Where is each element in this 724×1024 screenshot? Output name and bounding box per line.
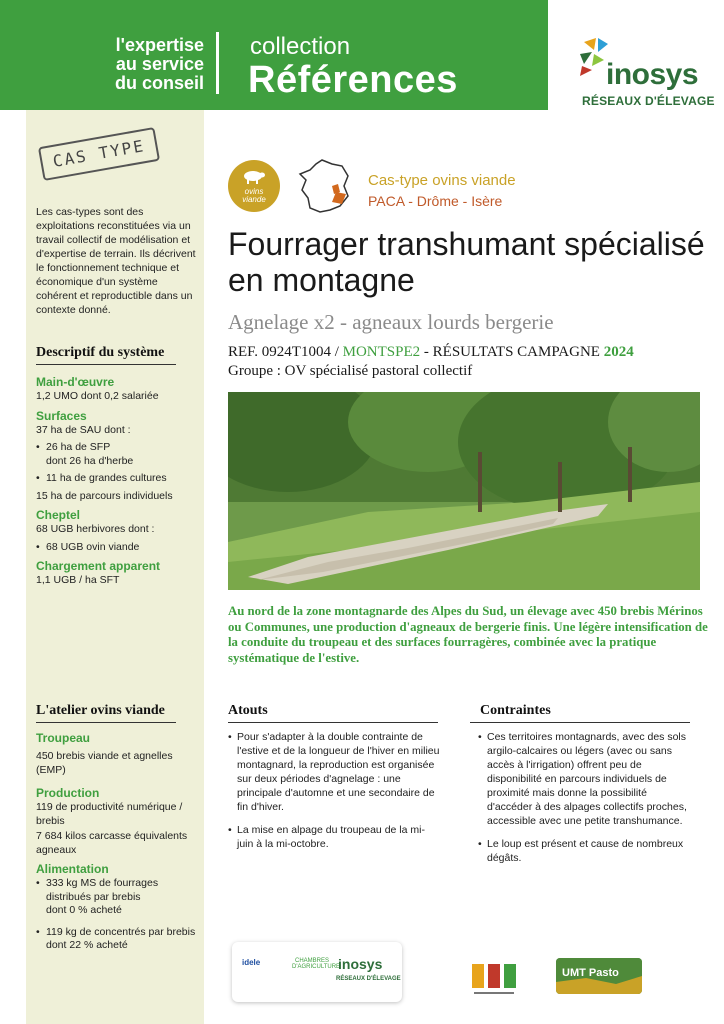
reference-line (228, 344, 634, 361)
alimentation-concentres-text: • 119 kg de concentrés par brebis (46, 925, 196, 938)
contraintes-item-2: • Le loup est présent et cause de nombreux dégâts. (478, 837, 694, 865)
sheep-flock-photo (228, 392, 700, 590)
parcours-value: 15 ha de parcours individuels (36, 489, 173, 502)
cas-type-stamp: CAS TYPE (38, 127, 160, 181)
atelier-block (36, 730, 196, 955)
ref-suffix: - RÉSULTATS CAMPAGNE (420, 344, 604, 360)
chargement-value: 1,1 UGB / ha SFT (36, 574, 120, 586)
contraintes-underline (470, 722, 690, 723)
references-title: Références (248, 59, 458, 101)
ref-prefix: REF. 0924T1004 / (228, 344, 343, 360)
alimentation-heading: Alimentation (36, 862, 109, 876)
sheep-icon (242, 170, 266, 184)
case-type-label: Cas-type ovins viande (368, 172, 516, 189)
chargement-heading: Chargement apparent (36, 559, 161, 573)
contraintes-item-1: • Ces territoires montagnards, avec des sols argilo-calcaires ou légers (avec ou sans accès à l'irrigation) offrent peu de disponibilité en parcours individuels de proximité mais donne la possibilité d'accéder à des alpages collectifs proches, accessible avec une petite transhumance. (478, 730, 694, 828)
collection-label: collection (250, 33, 351, 60)
group-line: Groupe : OV spécialisé pastoral collectif (228, 363, 473, 379)
alimentation-item-fourrages (36, 877, 196, 918)
ref-year: 2024 (603, 344, 634, 360)
surfaces-item-cultures: • 11 ha de grandes cultures (36, 472, 196, 486)
main-oeuvre-value: 1,2 UMO dont 0,2 salariée (36, 390, 159, 402)
atelier-title: L'atelier ovins viande (36, 703, 165, 718)
page-title: Fourrager transhumant spécialisé en montagne (228, 226, 705, 298)
atouts-title: Atouts (228, 703, 268, 718)
reseaux-elevage-text: RÉSEAUX D'ÉLEVAGE (582, 94, 715, 108)
troupeau-value: 450 brebis viande et agnelles (EMP) (36, 750, 173, 776)
alimentation-fourrages-detail: dont 0 % acheté (46, 904, 122, 916)
partner-logos-card (232, 942, 402, 1002)
ore-logo-icon (470, 958, 518, 998)
chambres-agriculture-logo: CHAMBRES D'AGRICULTURE (292, 958, 341, 970)
contraintes-list (478, 730, 694, 874)
systeme-block (36, 374, 196, 590)
systeme-title-underline (36, 364, 176, 365)
tagline-line-3: du conseil (114, 73, 204, 93)
header-divider (216, 32, 219, 94)
alimentation-fourrages-text: • 333 kg MS de fourrages distribués par brebis (46, 877, 159, 903)
cheptel-value: 68 UGB herbivores dont : (36, 523, 155, 535)
intro-text: Au nord de la zone montagnarde des Alpes du Sud, un élevage avec 450 brebis Mérinos ou Communes, une production d'agneaux de bergerie finis. Une légère intensification de la conduite du troupeau et des surfaces fourragères, combinée avec la pratique systématique de l'estive. (228, 604, 708, 665)
troupeau-heading: Troupeau (36, 731, 91, 745)
tagline-line-2: au service (115, 54, 204, 74)
atouts-list (228, 730, 440, 860)
surfaces-value: 37 ha de SAU dont : (36, 423, 131, 436)
alimentation-item-concentres (36, 926, 196, 953)
main-oeuvre-heading: Main-d'œuvre (36, 375, 115, 389)
atouts-item-2: • La mise en alpage du troupeau de la mi-juin à la mi-octobre. (228, 823, 440, 851)
footer-inosys-logo: inosys (338, 956, 383, 972)
badge-label-1: ovins (244, 187, 264, 196)
surfaces-heading: Surfaces (36, 408, 87, 423)
alimentation-concentres-detail: dont 22 % acheté (46, 939, 128, 951)
tagline-line-1: l'expertise (115, 35, 204, 55)
cheptel-heading: Cheptel (36, 508, 81, 522)
production-heading: Production (36, 786, 100, 800)
badge-label (228, 188, 280, 204)
production-value-2: 7 684 kilos carcasse équivalents agneaux (36, 830, 188, 856)
page-subtitle: Agnelage x2 - agneaux lourds bergerie (228, 310, 554, 334)
cheptel-item-ovin: • 68 UGB ovin viande (36, 541, 196, 555)
france-map-icon (296, 156, 356, 216)
umt-pasto-text: UMT Pasto (562, 967, 619, 979)
production-value-1: 119 de productivité numérique / brebis (36, 801, 183, 827)
region-label: PACA - Drôme - Isère (368, 193, 503, 209)
footer-reseaux-text: RÉSEAUX D'ÉLEVAGE (336, 976, 401, 982)
idele-logo: idele (242, 958, 261, 967)
sidebar-intro: Les cas-types sont des exploitations reconstituées via un travail collectif de modélisation et d'expertise de terrain. Ils décrivent le fonctionnement technique et économique d'un système cohérent et reproductible dans un contexte donné. (36, 206, 196, 316)
badge-label-2: viande (242, 195, 266, 204)
inosys-logo-text: inosys (606, 58, 699, 91)
atelier-title-underline (36, 722, 176, 723)
header-tagline (70, 36, 204, 93)
systeme-title: Descriptif du système (36, 345, 165, 360)
surfaces-item-sfp-text: • 26 ha de SFP (46, 441, 111, 453)
atouts-underline (228, 722, 438, 723)
ovins-viande-badge (228, 160, 280, 212)
atouts-item-1: • Pour s'adapter à la double contrainte de l'estive et de la longueur de l'hiver en milieu montagnard, la reproduction est organisée sur deux périodes d'agnelage : une principale d'automne et une secondaire de fin d'hiver. (228, 730, 440, 814)
surfaces-item-sfp-detail: dont 26 ha d'herbe (46, 454, 134, 467)
surfaces-item-sfp (36, 441, 196, 468)
contraintes-title: Contraintes (480, 703, 551, 718)
ref-code: MONTSPE2 (342, 344, 421, 360)
